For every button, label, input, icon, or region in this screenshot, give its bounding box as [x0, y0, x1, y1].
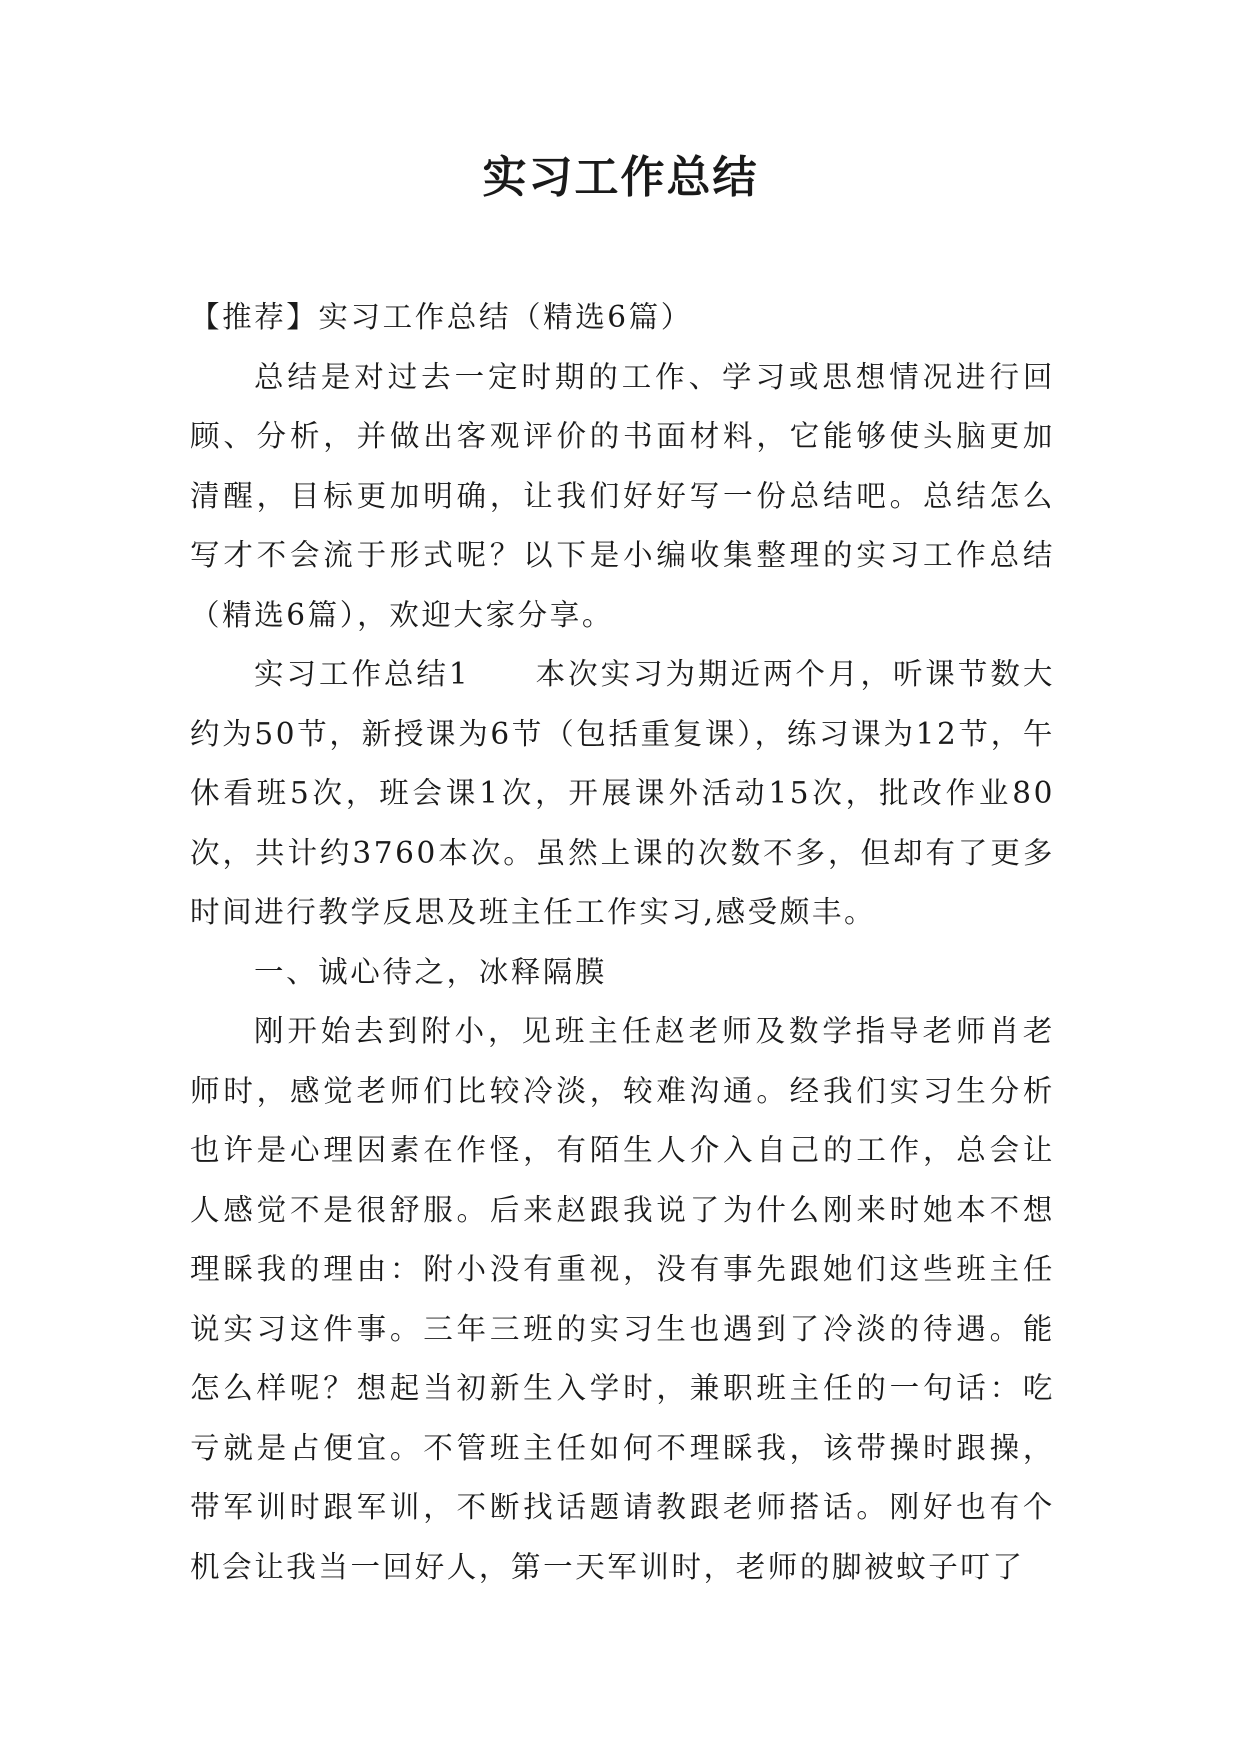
document-body [190, 288, 1055, 1597]
summary-1-paragraph: 实习工作总结1 本次实习为期近两个月，听课节数大约为50节，新授课为6节（包括重复课），练习课为12节，午休看班5次，班会课1次，开展课外活动15次，批改作业80次，共计约3760本次。虽然上课的次数不多，但却有了更多时间进行教学反思及班主任工作实习,感受颇丰。 [190, 657, 1055, 929]
document-title: 实习工作总结 [482, 152, 759, 203]
section-paragraph: 刚开始去到附小，见班主任赵老师及数学指导老师肖老师时，感觉老师们比较冷淡，较难沟通。经我们实习生分析也许是心理因素在作怪，有陌生人介入自己的工作，总会让人感觉不是很舒服。后来赵跟我说了为什么刚来时她本不想理睬我的理由：附小没有重视，没有事先跟她们这些班主任说实习这件事。三年三班的实习生也遇到了冷淡的待遇。能怎么样呢？想起当初新生入学时，兼职班主任的一句话：吃亏就是占便宜。不管班主任如何不理睬我，该带操时跟操，带军训时跟军训，不断找话题请教跟老师搭话。刚好也有个机会让我当一回好人，第一天军训时，老师的脚被蚊子叮了 [190, 1014, 1055, 1584]
intro-paragraph: 总结是对过去一定时期的工作、学习或思想情况进行回顾、分析，并做出客观评价的书面材料，它能够使头脑更加清醒，目标更加明确，让我们好好写一份总结吧。总结怎么写才不会流于形式呢？以下是小编收集整理的实习工作总结（精选6篇），欢迎大家分享。 [190, 359, 1055, 632]
section-heading: 一、诚心待之，冰释隔膜 [254, 954, 608, 989]
recommend-heading: 【推荐】实习工作总结（精选6篇） [190, 300, 693, 334]
